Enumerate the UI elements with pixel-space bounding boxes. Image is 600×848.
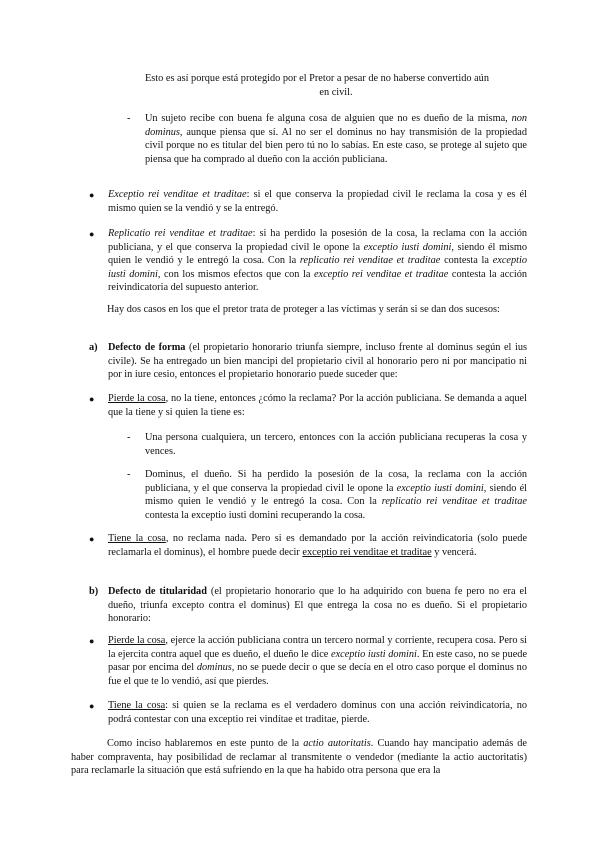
paragraph-dos-casos: Hay dos casos en los que el pretor trata de proteger a las víctimas y serán si se dan dos sucesos: [107, 304, 500, 315]
bullet-marker: ● [89, 636, 95, 646]
bullet-marker: ● [89, 534, 95, 544]
dash-marker: - [127, 469, 131, 480]
bullet-tiene-cosa-b: Tiene la cosa: si quien se la reclama es el verdadero dominus con una acción reivindicatoria, no podrá contestar con una exceptio rei vindítae et traditae, pierde. [108, 700, 528, 725]
bullet-pierde-cosa-a: Pierde la cosa, no la tiene, entonces ¿cómo la reclama? Por la acción publiciana. Se demanda a aquel que la tiene y si quien la tiene es: [108, 393, 527, 418]
dash-marker: - [127, 432, 131, 443]
dash-item-dominus: Dominus, el dueño. Si ha perdido la posesión de la cosa, la reclama con la acción publiciana, y el que conserva la propiedad civil le opone la exceptio iusti domini, siendo él mismo quien le vendió y le entregó la cosa. Con la replicatio rei venditae et traditae contesta la exceptio iusti domini recuperando la cosa. [145, 469, 527, 521]
bullet-pierde-cosa-b: Pierde la cosa, ejerce la acción publiciana contra un tercero normal y corriente, recupera cosa. Pero si la ejercita contra aquel que es dueño, el dueño le dice exceptio iusti domini. En este caso, no se puede pasar por encima del dominus, no se puede decir o que se decía en el otro caso porque el dominus no fue el que te lo vendió, así que pierdes. [108, 635, 528, 687]
bullet-marker: ● [89, 229, 95, 239]
paragraph-actio-autoritatis: Como inciso hablaremos en este punto de la actio autoritatis. Cuando hay mancipatio además de haber compraventa, hay posibilidad de reclamar al transmitente o vendedor (mediante la actio auctoritatis) para reclamarle la situación que está sufriendo en la que ha habido otra persona que era la [71, 738, 528, 777]
bullet-exceptio: Exceptio rei venditae et traditae: si el que conserva la propiedad civil le reclama la cosa y es él mismo quien se la vendió y se la entregó. [108, 189, 527, 214]
dash-marker: - [127, 113, 131, 124]
bullet-replicatio: Replicatio rei venditae et traditae: si ha perdido la posesión de la cosa, la reclama con la acción publiciana, y el que conserva la propiedad civil le opone la exceptio iusti domini, siendo él mismo quien le vendió y le entregó la cosa. Con la replicatio rei venditae et traditae contesta la exceptio iusti domini, con los mismos efectos que con la exceptio rei venditae et traditae contesta la acción reivindicatoria del supuesto anterior. [108, 228, 528, 294]
dash-item-non-dominus: Un sujeto recibe con buena fe alguna cosa de alguien que no es dueño de la misma, non dominus, aunque piensa que sí. Al no ser el dominus no hay transmisión de la propiedad civil porque no es titular del bien pero tú no lo sabías. En este caso, se protege al sujeto que piensa que ha comprado al dueño con la acción publiciana. [145, 113, 528, 165]
bullet-marker: ● [89, 190, 95, 200]
case-b-defecto-titularidad: Defecto de titularidad (el propietario honorario que lo ha adquirido con buena fe pero no era el dueño, triunfa excepto contra el dominus) El que entrega la cosa no es dueño. Si el propietario honorario: [108, 586, 527, 625]
intro-paragraph [145, 72, 527, 99]
case-b-letter: b) [89, 586, 99, 597]
intro-line-1: Esto es así porque está protegido por el Pretor a pesar de no haberse convertido aún [145, 73, 489, 84]
dash-item-tercero: Una persona cualquiera, un tercero, entonces con la acción publiciana recuperas la cosa y vences. [145, 432, 527, 457]
bullet-tiene-cosa-a: Tiene la cosa, no reclama nada. Pero si es demandado por la acción reivindicatoria (solo puede reclamarla el dominus), el hombre puede decir exceptio rei venditae et traditae y vencerá. [108, 533, 528, 558]
case-a-letter: a) [89, 342, 98, 353]
intro-line-2: en civil. [319, 86, 353, 98]
case-a-defecto-forma: Defecto de forma (el propietario honorario triunfa siempre, incluso frente al dominus según el ius civile). Se ha entregado un bien mancipi del propietario civil al honorario pero ni por mancipatio ni por in iure cesio, entonces el propietario honorario puede suceder que: [108, 342, 527, 381]
bullet-marker: ● [89, 394, 95, 404]
bullet-marker: ● [89, 701, 95, 711]
